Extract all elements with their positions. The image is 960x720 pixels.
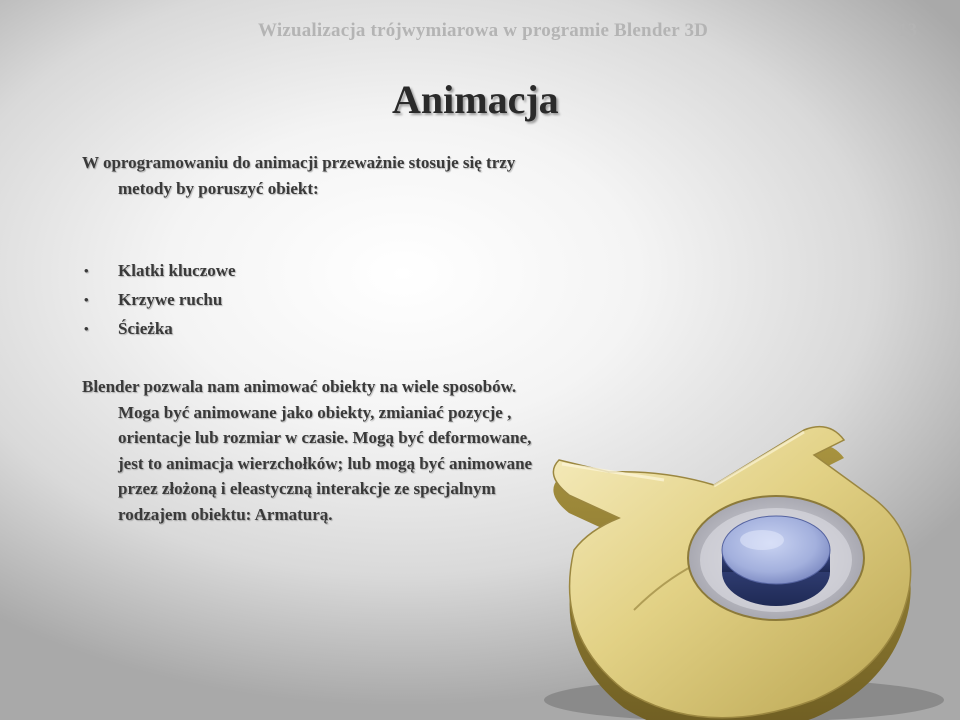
header-title: Wizualizacja trójwymiarowa w programie Blender 3D	[258, 20, 709, 41]
bullet-icon: •	[84, 321, 89, 336]
bullet-icon: •	[84, 263, 89, 278]
intro-paragraph: W oprogramowaniu do animacji przeważnie stosuje się trzy metody by poruszyć obiekt:	[82, 153, 516, 198]
blender-logo-icon	[514, 400, 960, 720]
page-number: 13	[898, 20, 917, 41]
bullet-icon: •	[84, 292, 89, 307]
bullet-text: Klatki kluczowe	[118, 261, 236, 280]
bullet-list	[82, 256, 236, 343]
body-paragraph: Blender pozwala nam animować obiekty na wiele sposobów. Moga być animowane jako obiekty, zmianiać pozycje , orientacje lub rozmiar w czasie. Mogą być deformowane, jest to animacja wierzchołków; lub mogą być animowane przez złożoną i eleastyczną interakcje ze specjalnym rodzajem obiektu: Armaturą.	[82, 377, 533, 524]
slide-title: Animacja	[392, 77, 559, 122]
list-item	[82, 256, 236, 285]
list-item	[82, 314, 236, 343]
bullet-text: Ścieżka	[118, 319, 173, 338]
list-item	[82, 285, 236, 314]
bullet-text: Krzywe ruchu	[118, 290, 223, 309]
